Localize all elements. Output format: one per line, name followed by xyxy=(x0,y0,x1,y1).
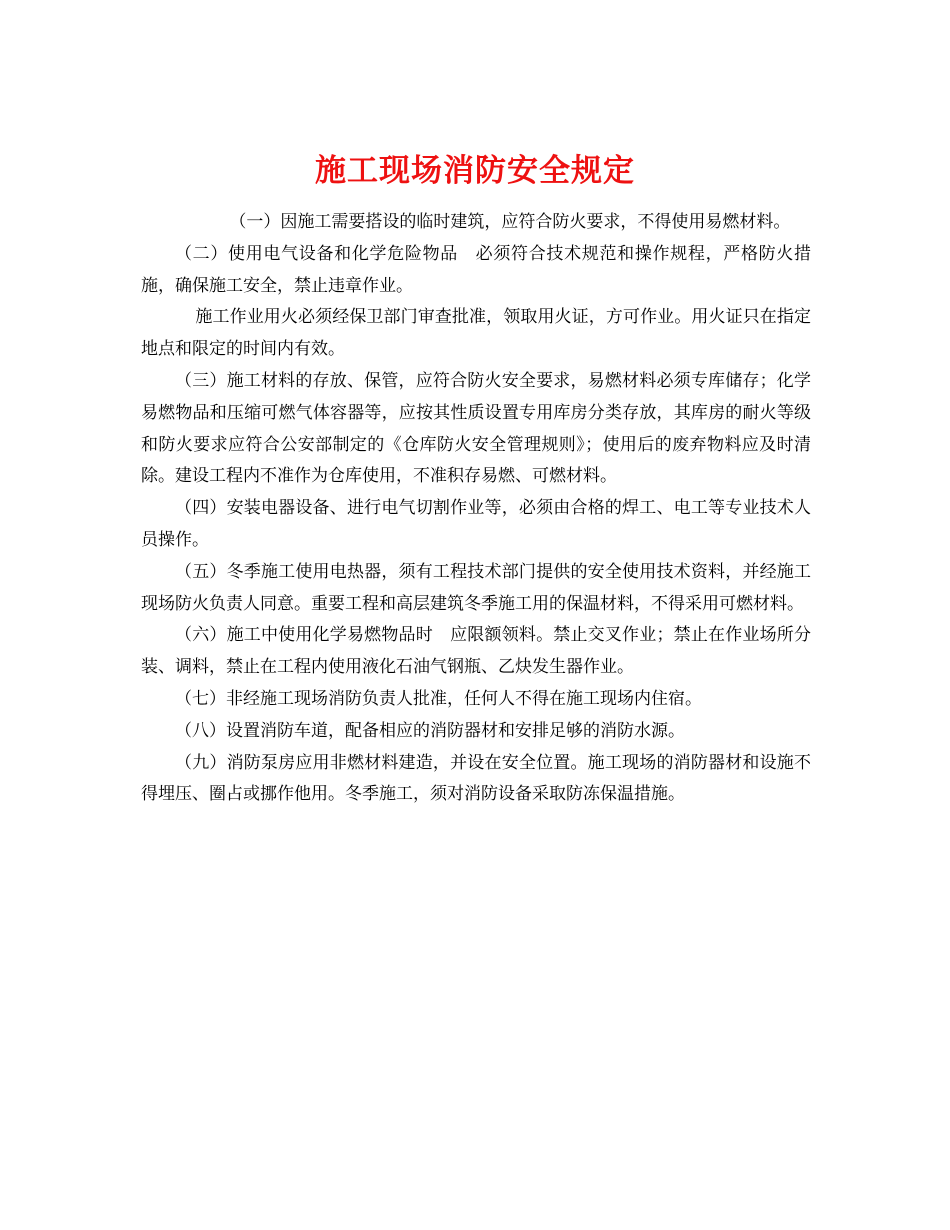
document-title: 施工现场消防安全规定 xyxy=(315,152,635,189)
paragraph-9: （八）设置消防车道，配备相应的消防器材和安排足够的消防水源。 xyxy=(175,720,685,741)
document-body xyxy=(141,207,811,811)
paragraph-10: （九）消防泵房应用非燃材料建造，并设在安全位置。施工现场的消防器材和设施不得埋压、圈占或挪作他用。冬季施工，须对消防设备采取防冻保温措施。 xyxy=(141,752,811,805)
paragraph-7: （六）施工中使用化学易燃物品时 应限额领料。禁止交叉作业；禁止在作业场所分装、调料，禁止在工程内使用液化石油气钢瓶、乙炔发生器作业。 xyxy=(141,625,811,678)
paragraph-6: （五）冬季施工使用电热器，须有工程技术部门提供的安全使用技术资料，并经施工现场防火负责人同意。重要工程和高层建筑冬季施工用的保温材料，不得采用可燃材料。 xyxy=(141,561,811,614)
paragraph-8: （七）非经施工现场消防负责人批准，任何人不得在施工现场内住宿。 xyxy=(175,688,702,709)
paragraph-5: （四）安装电器设备、进行电气切割作业等，必须由合格的焊工、电工等专业技术人员操作。 xyxy=(141,498,811,550)
paragraph-3: 施工作业用火必须经保卫部门审查批准，领取用火证，方可作业。用火证只在指定地点和限定的时间内有效。 xyxy=(141,307,811,360)
paragraph-4: （三）施工材料的存放、保管，应符合防火安全要求，易燃材料必须专库储存；化学易燃物品和压缩可燃气体容器等，应按其性质设置专用库房分类存放，其库房的耐火等级和防火要求应符合公安部制定的《仓库防火安全管理规则》；使用后的废弃物料应及时清除。建设工程内不准作为仓库使用，不准积存易燃、可燃材料。 xyxy=(141,370,811,487)
paragraph-1: （一）因施工需要搭设的临时建筑，应符合防火要求，不得使用易燃材料。 xyxy=(229,212,791,232)
paragraph-2: （二）使用电气设备和化学危险物品 必须符合技术规范和操作规程，严格防火措施，确保施工安全，禁止违章作业。 xyxy=(141,243,811,296)
